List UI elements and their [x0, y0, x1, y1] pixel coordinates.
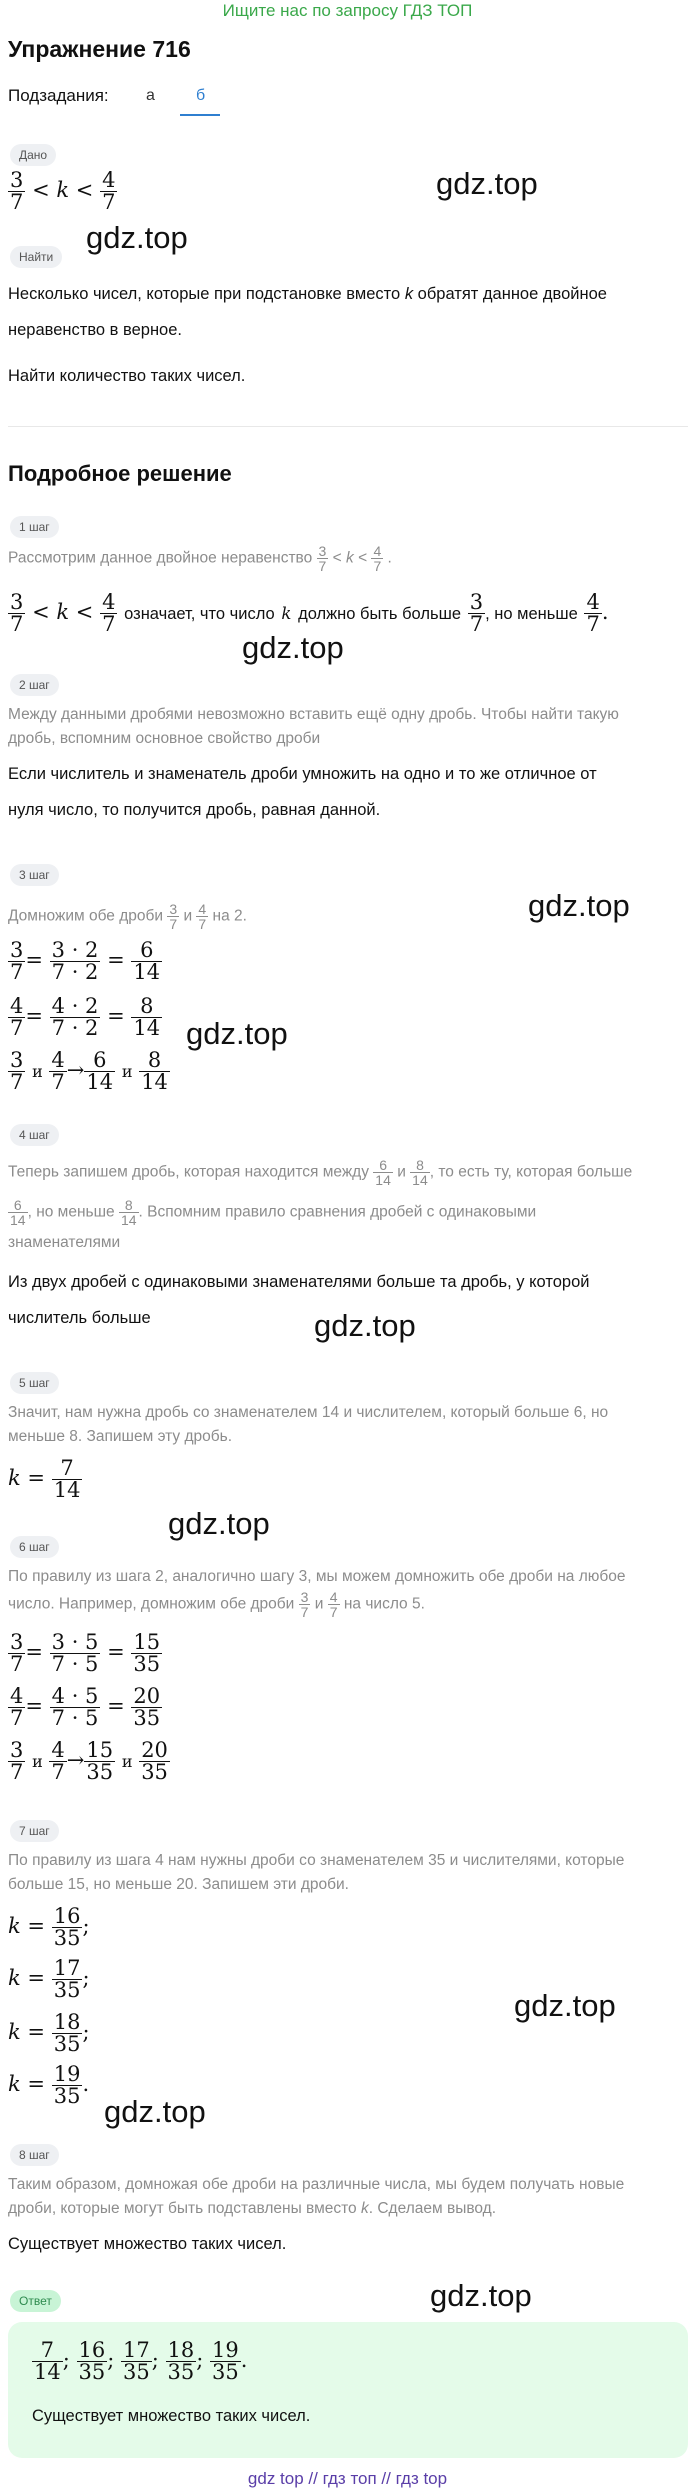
- watermark: gdz.top: [186, 1016, 288, 1051]
- answer-chip: Ответ: [10, 2290, 61, 2312]
- step-6-eq-1: $\frac{3}{7}$ = $\frac{3 \cdot 5}{7 \cdot 5}$ = $\frac{15}{35}$: [10, 1630, 161, 1676]
- step-2-chip: 2 шаг: [10, 674, 59, 696]
- step-5-math: k = $\frac{7}{14}$: [8, 1456, 81, 1502]
- active-tab-underline: [180, 114, 220, 116]
- step-8-chip: 8 шаг: [10, 2144, 59, 2166]
- step-2-rule-2: нуля число, то получится дробь, равная данной.: [8, 801, 381, 819]
- step-1-text: Рассмотрим данное двойное неравенство $\frac{3}{7}$ < k < $\frac{4}{7}$ .: [8, 543, 392, 574]
- watermark: gdz.top: [86, 220, 188, 255]
- watermark: gdz.top: [242, 630, 344, 665]
- step-7-k18: k = $\frac{18}{35}$ ;: [8, 2010, 90, 2056]
- find-question: Найти количество таких чисел.: [8, 367, 246, 385]
- step-7-chip: 7 шаг: [10, 1820, 59, 1842]
- step-2-grey-2: дробь, вспомним основное свойство дроби: [8, 730, 321, 747]
- watermark: gdz.top: [514, 1988, 616, 2023]
- step-6-result: $\frac{3}{7}$ и $\frac{4}{7}$ → $\frac{15}{35}$ и $\frac{20}{35}$: [10, 1738, 168, 1784]
- step-3-eq-2: $\frac{4}{7}$ = $\frac{4 \cdot 2}{7 \cdot 2}$ = $\frac{8}{14}$: [10, 994, 161, 1040]
- tab-b[interactable]: б: [196, 87, 206, 104]
- step-7-k16: k = $\frac{16}{35}$ ;: [8, 1904, 90, 1950]
- divider: [8, 426, 688, 427]
- step-2-grey-1: Между данными дробями невозможно вставить ещё одну дробь. Чтобы найти такую: [8, 706, 619, 723]
- step-2-rule-1: Если числитель и знаменатель дроби умножить на одно и то же отличное от: [8, 765, 597, 783]
- step-4-grey-2: $\frac{6}{14}$ , но меньше $\frac{8}{14}$ . Вспомним правило сравнения дробей с одинаковыми: [10, 1197, 537, 1228]
- top-banner[interactable]: Ищите нас по запросу ГДЗ ТОП: [222, 1, 473, 20]
- step-8-grey-1: Таким образом, домножая обе дроби на различные числа, мы будем получать новые: [8, 2176, 625, 2193]
- step-7-k17: k = $\frac{17}{35}$ ;: [8, 1956, 90, 2002]
- watermark: gdz.top: [168, 1506, 270, 1541]
- step-8-grey-2: дроби, которые могут быть подставлены вместо k. Сделаем вывод.: [8, 2200, 497, 2217]
- step-3-result: $\frac{3}{7}$ и $\frac{4}{7}$ → $\frac{6}{14}$ и $\frac{8}{14}$: [10, 1048, 168, 1094]
- watermark: gdz.top: [528, 888, 630, 923]
- step-1-math: $\frac{3}{7}$ < k < $\frac{4}{7}$ означает, что число k должно быть больше $\frac{3}{7}$ , но меньше $\frac{4}{7}$ .: [10, 590, 609, 636]
- given-chip: Дано: [10, 144, 56, 166]
- footer-links[interactable]: gdz top // гдз топ // гдз top: [247, 2469, 448, 2488]
- step-4-rule-1: Из двух дробей с одинаковыми знаменателями больше та дробь, у которой: [8, 1273, 590, 1291]
- watermark: gdz.top: [314, 1308, 416, 1343]
- step-3-chip: 3 шаг: [10, 864, 59, 886]
- watermark: gdz.top: [104, 2094, 206, 2129]
- solution-title: Подробное решение: [8, 461, 232, 486]
- step-4-chip: 4 шаг: [10, 1124, 59, 1146]
- step-7-grey-1: По правилу из шага 4 нам нужны дроби со знаменателем 35 и числителями, которые: [8, 1852, 625, 1869]
- step-4-grey-3: знаменателями: [8, 1234, 121, 1251]
- page-title: Упражнение 716: [8, 36, 191, 62]
- tab-a[interactable]: а: [146, 87, 155, 104]
- watermark: gdz.top: [430, 2278, 532, 2313]
- step-4-rule-2: числитель больше: [8, 1309, 151, 1327]
- step-6-eq-2: $\frac{4}{7}$ = $\frac{4 \cdot 5}{7 \cdot 5}$ = $\frac{20}{35}$: [10, 1684, 161, 1730]
- step-6-chip: 6 шаг: [10, 1536, 59, 1558]
- step-1-chip: 1 шаг: [10, 516, 59, 538]
- find-text: Несколько чисел, которые при подстановке вместо k обратят данное двойное: [8, 285, 607, 303]
- step-6-grey-2: число. Например, домножим обе дроби $\frac{3}{7}$ и $\frac{4}{7}$ на число 5.: [8, 1589, 425, 1620]
- step-3-eq-1: $\frac{3}{7}$ = $\frac{3 \cdot 2}{7 \cdot 2}$ = $\frac{6}{14}$: [10, 938, 161, 984]
- step-7-k19: k = $\frac{19}{35}$ .: [8, 2062, 90, 2108]
- find-chip: Найти: [10, 246, 62, 268]
- step-6-grey-1: По правилу из шага 2, аналогично шагу 3, мы можем домножить обе дроби на любое: [8, 1568, 626, 1585]
- step-4-grey-1: Теперь запишем дробь, которая находится между $\frac{6}{14}$ и $\frac{8}{14}$ , то есть ту, которая больше: [8, 1157, 633, 1188]
- subtasks-label: Подзадания:: [8, 86, 109, 105]
- watermark: gdz.top: [436, 166, 538, 201]
- step-3-text: Домножим обе дроби $\frac{3}{7}$ и $\frac{4}{7}$ на 2.: [8, 901, 247, 932]
- answer-text: Существует множество таких чисел.: [32, 2407, 311, 2425]
- step-5-chip: 5 шаг: [10, 1372, 59, 1394]
- step-7-grey-2: больше 15, но меньше 20. Запишем эти дроби.: [8, 1876, 349, 1893]
- find-text-2: неравенство в верное.: [8, 321, 182, 339]
- given-inequality: $\frac{3}{7}$ < k < $\frac{4}{7}$: [10, 168, 116, 214]
- step-8-conclusion: Существует множество таких чисел.: [8, 2235, 287, 2253]
- answer-fractions: $\frac{7}{14}$ ; $\frac{16}{35}$ ; $\frac{17}{35}$ ; $\frac{18}{35}$ ; $\frac{19}{35}$ .: [34, 2338, 248, 2384]
- step-5-grey-1: Значит, нам нужна дробь со знаменателем 14 и числителем, который больше 6, но: [8, 1404, 609, 1421]
- step-5-grey-2: меньше 8. Запишем эту дробь.: [8, 1428, 233, 1445]
